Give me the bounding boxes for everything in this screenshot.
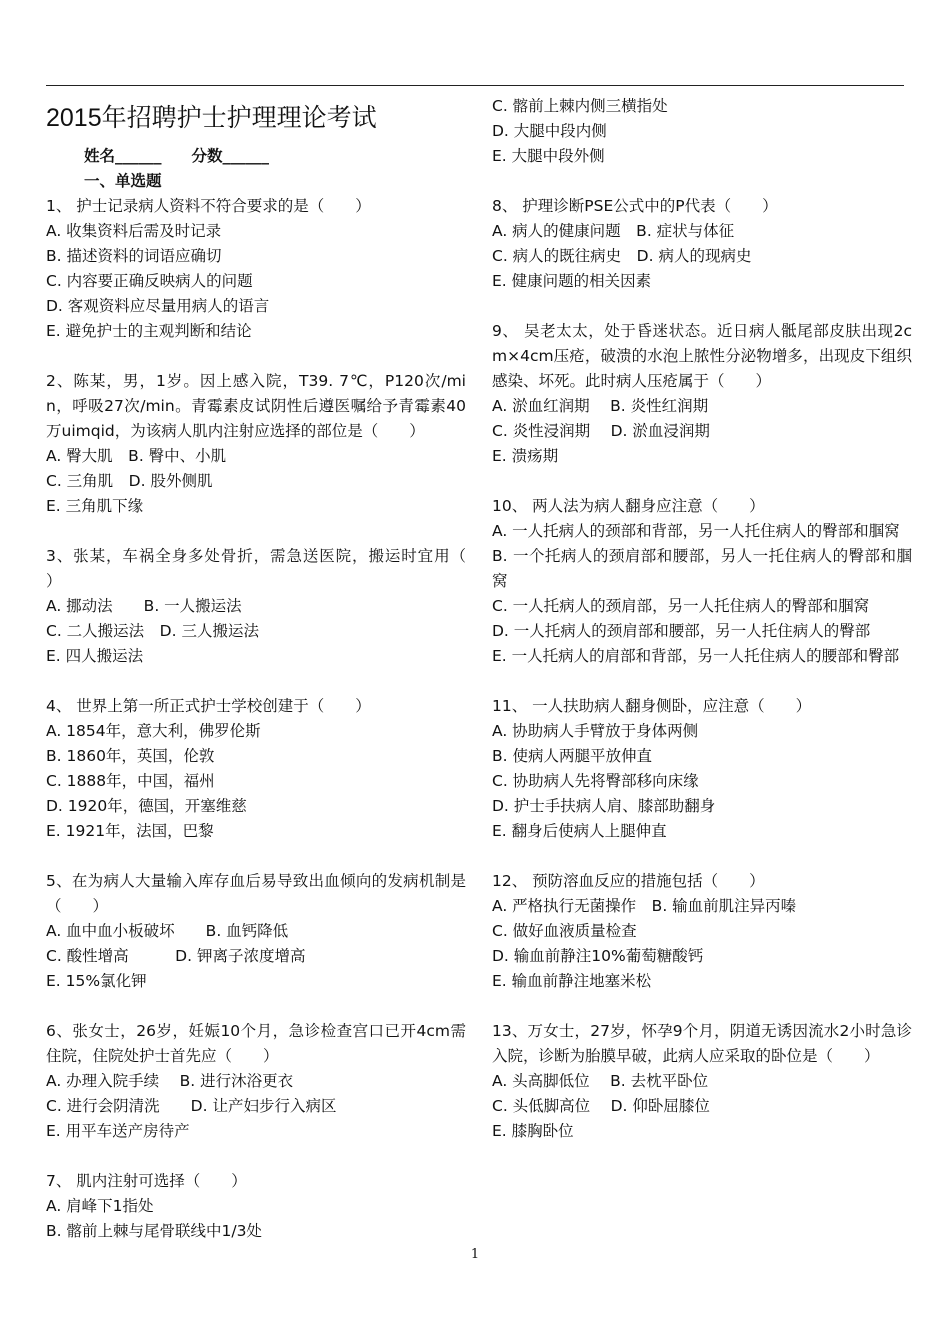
answer-option: A. 臀大肌 B. 臀中、小肌 [46,447,227,465]
answer-option: A. 病人的健康问题 B. 症状与体征 [492,222,735,240]
answer-option: C. 1888年，中国，福州 [46,772,215,790]
answer-option: B. 描述资料的词语应确切 [46,247,222,265]
right-question-list [492,94,912,1144]
answer-option: A. 肩峰下1指处 [46,1197,154,1215]
spacer [492,169,912,194]
question-block [46,1019,466,1144]
answer-option: E. 一人托病人的肩部和背部，另一人托住病人的腰部和臀部 [492,647,900,665]
answer-option: C. 协助病人先将臀部移向床缘 [492,772,699,790]
answer-option: A. 一人托病人的颈部和背部，另一人托住病人的臀部和腘窝 [492,522,900,540]
question-text: 10、 两人法为病人翻身应注意（ ） [492,497,765,515]
question-block [492,869,912,994]
answer-option: C. 一人托病人的颈肩部，另一人托住病人的臀部和腘窝 [492,597,870,615]
answer-option: D. 1920年，德国，开塞维慈 [46,797,247,815]
answer-option: A. 血中血小板破坏 B. 血钙降低 [46,922,289,940]
answer-option: E. 15%氯化钾 [46,972,147,990]
answer-option: E. 溃疡期 [492,447,559,465]
question-text: 4、 世界上第一所正式护士学校创建于（ ） [46,697,371,715]
answer-option: C. 头低脚高位 D. 仰卧屈膝位 [492,1097,710,1115]
answer-option: A. 挪动法 B. 一人搬运法 [46,597,242,615]
answer-option: D. 输血前静注10%葡萄糖酸钙 [492,947,704,965]
answer-option: A. 协助病人手臂放于身体两侧 [492,722,699,740]
answer-option: E. 四人搬运法 [46,647,144,665]
answer-option: A. 1854年，意大利，佛罗伦斯 [46,722,261,740]
answer-option: E. 健康问题的相关因素 [492,272,652,290]
answer-option: E. 输血前静注地塞米松 [492,972,652,990]
spacer [46,669,466,694]
spacer [46,1144,466,1169]
top-rule [46,85,904,86]
answer-option: C. 髂前上棘内侧三横指处 [492,97,668,115]
question-block [46,544,498,669]
spacer [492,294,912,319]
answer-option: B. 髂前上棘与尾骨联线中1/3处 [46,1222,262,1240]
question-text: 3、张某，车祸全身多处骨折，需急送医院，搬运时宜用（ ） [46,547,498,590]
answer-option: A. 办理入院手续 B. 进行沐浴更衣 [46,1072,294,1090]
answer-option: B. 使病人两腿平放伸直 [492,747,652,765]
question-block [492,94,912,169]
spacer [492,469,912,494]
name-score-row [46,144,466,169]
question-text: 9、 吴老太太，处于昏迷状态。近日病人骶尾部皮肤出现2cm×4cm压疮，破溃的水泡上脓性分泌物增多，出现皮下组织感染、坏死。此时病人压疮属于（ ） [492,322,912,390]
question-block [492,194,912,294]
answer-option: D. 客观资料应尽量用病人的语言 [46,297,270,315]
name-label: 姓名______ [84,147,162,165]
answer-option: A. 头高脚低位 B. 去枕平卧位 [492,1072,709,1090]
score-label: 分数______ [191,147,270,165]
answer-option: C. 做好血液质量检查 [492,922,637,940]
answer-option: C. 二人搬运法 D. 三人搬运法 [46,622,259,640]
answer-option: C. 病人的既往病史 D. 病人的现病史 [492,247,752,265]
left-column [46,94,498,1244]
answer-option: E. 大腿中段外侧 [492,147,605,165]
answer-option: C. 进行会阴清洗 D. 让产妇步行入病区 [46,1097,337,1115]
answer-option: E. 避免护士的主观判断和结论 [46,322,252,340]
question-text: 5、在为病人大量输入库存血后易导致出血倾向的发病机制是（ ） [46,872,466,915]
answer-option: A. 严格执行无菌操作 B. 输血前肌注异丙嗪 [492,897,797,915]
answer-option: B. 一个托病人的颈肩部和腰部，另人一托住病人的臀部和腘窝 [492,547,912,590]
question-block [46,1169,466,1244]
question-block [46,369,466,519]
question-block [492,319,912,469]
question-text: 8、 护理诊断PSE公式中的P代表（ ） [492,197,778,215]
question-text: 12、 预防溶血反应的措施包括（ ） [492,872,765,890]
question-block [492,1019,912,1144]
question-text: 7、 肌内注射可选择（ ） [46,1172,247,1190]
answer-option: A. 收集资料后需及时记录 [46,222,222,240]
answer-option: E. 用平车送产房待产 [46,1122,190,1140]
spacer [492,669,912,694]
answer-option: E. 膝胸卧位 [492,1122,574,1140]
spacer [492,844,912,869]
question-text: 2、陈某，男，1岁。因上感入院，T39. 7℃，P120次/min，呼吸27次/min。青霉素皮试阴性后遵医嘱给予青霉素40万uimqid，为该病人肌内注射应选择的部位是（ ） [46,372,466,440]
answer-option: D. 一人托病人的颈肩部和腰部，另一人托住病人的臀部 [492,622,871,640]
question-block [46,694,466,844]
right-column [492,94,912,1144]
answer-option: B. 1860年，英国，伦敦 [46,747,215,765]
spacer [46,994,466,1019]
question-text: 1、 护士记录病人资料不符合要求的是（ ） [46,197,371,215]
question-text: 11、 一人扶助病人翻身侧卧，应注意（ ） [492,697,812,715]
question-block [492,494,912,669]
answer-option: D. 大腿中段内侧 [492,122,607,140]
question-block [46,194,466,344]
answer-option: C. 三角肌 D. 股外侧肌 [46,472,213,490]
answer-option: C. 内容要正确反映病人的问题 [46,272,253,290]
exam-title: 2015年招聘护士护理理论考试 [46,104,377,132]
question-text: 13、万女士，27岁，怀孕9个月，阴道无诱因流水2小时急诊入院，诊断为胎膜早破，此病人应采取的卧位是（ ） [492,1022,912,1065]
spacer [46,519,466,544]
question-block [46,869,466,994]
answer-option: A. 淤血红润期 B. 炎性红润期 [492,397,709,415]
spacer [492,994,912,1019]
question-text: 6、张女士，26岁，妊娠10个月，急诊检查宫口已开4cm需住院，住院处护士首先应（ ） [46,1022,466,1065]
answer-option: C. 酸性增高 D. 钾离子浓度增高 [46,947,306,965]
left-question-list [46,194,498,1244]
spacer [46,844,466,869]
spacer [46,344,466,369]
section-heading: 一、单选题 [84,172,162,190]
answer-option: D. 护士手扶病人肩、膝部助翻身 [492,797,716,815]
page-number: 1 [470,1247,480,1262]
question-block [492,694,912,844]
answer-option: C. 炎性浸润期 D. 淤血浸润期 [492,422,710,440]
answer-option: E. 1921年，法国，巴黎 [46,822,214,840]
answer-option: E. 三角肌下缘 [46,497,144,515]
answer-option: E. 翻身后使病人上腿伸直 [492,822,667,840]
